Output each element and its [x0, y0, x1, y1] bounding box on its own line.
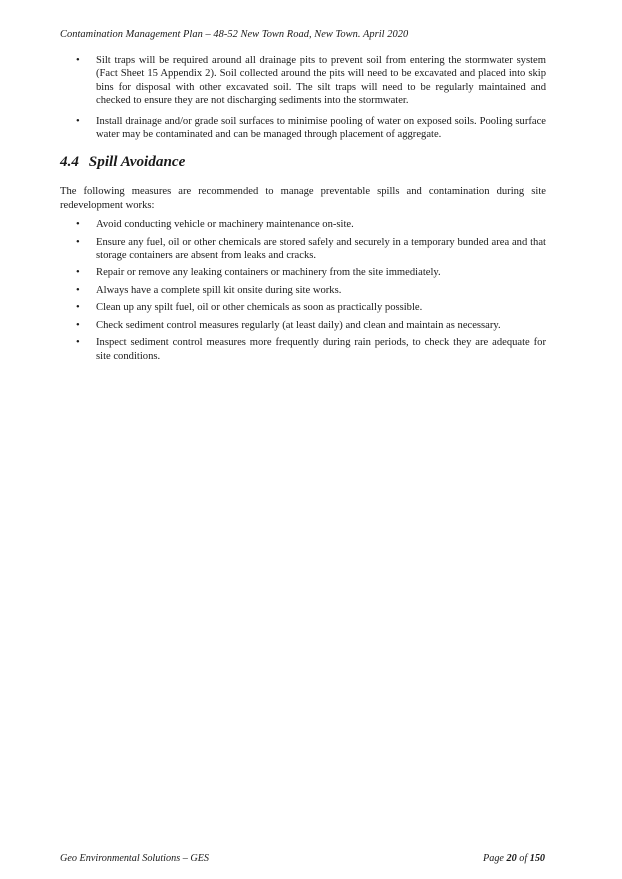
list-item-text: Ensure any fuel, oil or other chemicals are stored safely and securely in a temporary bunded area and that storage containers are absent from leaks and cracks. — [96, 236, 546, 262]
bullet-icon: • — [76, 55, 80, 66]
page-header: Contamination Management Plan – 48-52 New Town Road, New Town. April 2020 — [60, 29, 409, 40]
list-item-text: Check sediment control measures regularly (at least daily) and clean and maintain as necessary. — [96, 319, 501, 331]
measures-list — [60, 54, 546, 141]
list-item — [60, 336, 546, 363]
list-item-text: Avoid conducting vehicle or machinery maintenance on-site. — [96, 219, 354, 231]
bullet-icon: • — [76, 319, 80, 331]
spill-measures-list — [60, 218, 546, 363]
list-item — [60, 218, 546, 231]
bullet-icon: • — [76, 115, 80, 127]
list-item — [60, 319, 546, 332]
section-heading — [60, 153, 546, 171]
section-number: 4.4 — [60, 153, 79, 171]
section-intro: The following measures are recommended to manage preventable spills and contamination during site redevelopment works: — [60, 186, 546, 211]
list-item — [60, 115, 546, 142]
list-item-text: Clean up any spilt fuel, oil or other chemicals as soon as practically possible. — [96, 302, 423, 314]
bullet-icon: • — [76, 284, 80, 296]
list-item — [60, 54, 546, 108]
bullet-icon: • — [76, 337, 80, 349]
list-item — [60, 266, 546, 279]
of-label: of — [519, 853, 528, 864]
list-item-text: Silt traps will be required around all drainage pits to prevent soil from entering the stormwater system (Fact Sheet 15 Appendix 2). Soil collected around the pits will need to be excavated and placed into skip bins for disposal with other excavated soil. The silt traps will need to be regularly maintained and checked to ensure they are not discharging sediments into the stormwater. — [96, 55, 546, 107]
list-item — [60, 301, 546, 314]
current-page: 20 — [506, 853, 517, 864]
bullet-icon: • — [76, 219, 80, 231]
total-pages: 150 — [529, 853, 545, 864]
document-body — [60, 54, 546, 367]
page-number — [483, 853, 545, 864]
bullet-icon: • — [76, 267, 80, 279]
list-item — [60, 284, 546, 297]
list-item-text: Install drainage and/or grade soil surfaces to minimise pooling of water on exposed soils. Pooling surface water may be contaminated and can be managed through placement of aggregate. — [96, 115, 546, 141]
bullet-icon: • — [76, 236, 80, 248]
bullet-icon: • — [76, 302, 80, 314]
section-title: Spill Avoidance — [88, 153, 186, 171]
list-item-text: Repair or remove any leaking containers or machinery from the site immediately. — [96, 267, 441, 279]
list-item-text: Inspect sediment control measures more frequently during rain periods, to check they are adequate for site conditions. — [96, 337, 546, 362]
footer-company: Geo Environmental Solutions – GES — [60, 853, 210, 864]
list-item — [60, 236, 546, 263]
list-item-text: Always have a complete spill kit onsite during site works. — [96, 284, 342, 296]
page-label: Page — [483, 853, 504, 864]
